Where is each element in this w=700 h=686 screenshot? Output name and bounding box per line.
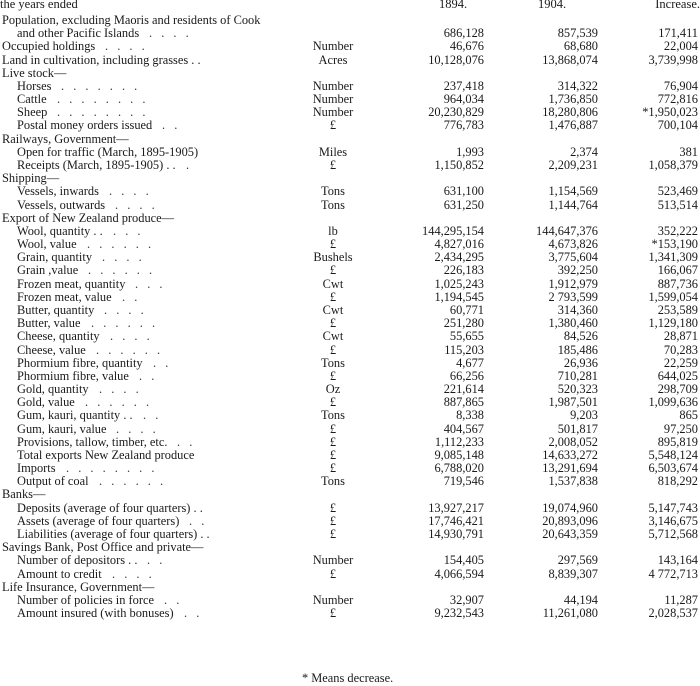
row-value-1904: 501,817	[557, 421, 598, 436]
table-row	[0, 40, 700, 53]
row-leader-dots: . .	[147, 553, 166, 568]
row-value-1904: 1,154,569	[548, 184, 598, 199]
row-label: Number of depositors . .	[17, 553, 138, 568]
row-value-increase: 166,067	[657, 263, 698, 278]
row-label: Butter, quantity	[17, 302, 95, 317]
table-row	[0, 541, 700, 554]
table-row	[0, 251, 700, 264]
row-value-increase: 298,709	[657, 382, 698, 397]
row-value-1894: 9,232,543	[434, 606, 484, 621]
row-label: Sheep	[17, 105, 48, 120]
row-leader-dots: . . . .	[110, 329, 153, 344]
row-label: Deposits (average of four quarters) . .	[17, 500, 203, 515]
table-row	[0, 475, 700, 488]
row-leader-dots: . . . .	[149, 26, 192, 41]
row-unit: Tons	[321, 184, 345, 199]
row-label: Banks—	[2, 487, 46, 502]
row-label: Number of policies in force	[17, 592, 154, 607]
row-value-1904: 1,380,460	[548, 316, 598, 331]
row-value-1904: 14,633,272	[542, 447, 598, 462]
row-value-1904: 11,261,080	[542, 606, 598, 621]
row-leader-dots: . . .	[135, 276, 166, 291]
row-leader-dots: . . . .	[112, 566, 155, 581]
table-row	[0, 93, 700, 106]
row-value-1904: 9,203	[570, 408, 598, 423]
row-value-1904: 44,194	[563, 592, 598, 607]
row-value-1904: 1,912,979	[548, 276, 598, 291]
row-value-1894: 8,338	[456, 408, 484, 423]
row-label: Provisions, tallow, timber, etc.	[17, 434, 168, 449]
row-value-1894: 1,194,545	[434, 289, 484, 304]
table-row	[0, 27, 700, 40]
row-leader-dots: .	[186, 157, 193, 172]
row-value-increase: 513,514	[657, 197, 698, 212]
row-leader-dots: . . . . . .	[88, 263, 156, 278]
row-value-increase: 1,058,379	[648, 157, 698, 172]
row-unit: £	[329, 421, 337, 436]
table-row	[0, 383, 700, 396]
row-leader-dots: . . . .	[99, 382, 142, 397]
row-unit: Tons	[321, 197, 345, 212]
row-label: Shipping—	[2, 171, 60, 186]
row-value-1904: 4,673,826	[548, 237, 598, 252]
row-leader-dots: . . . . . . . .	[57, 92, 149, 107]
row-value-1894: 60,771	[449, 302, 484, 317]
row-label: Frozen meat, quantity	[17, 276, 126, 291]
header-1894: 1894.	[438, 0, 468, 11]
row-value-1904: 13,868,074	[542, 52, 598, 67]
row-value-increase: 6,503,674	[648, 461, 698, 476]
row-label: Cattle	[17, 92, 47, 107]
row-value-1894: 46,676	[449, 39, 484, 54]
row-value-increase: 818,292	[657, 474, 698, 489]
row-value-1894: 4,827,016	[434, 237, 484, 252]
row-leader-dots: . .	[164, 592, 183, 607]
row-value-increase: 644,025	[657, 368, 698, 383]
row-label: Frozen meat, value	[17, 289, 112, 304]
row-unit: £	[329, 500, 337, 515]
row-leader-dots: . . . . . .	[99, 474, 167, 489]
row-value-increase: 28,871	[663, 329, 698, 344]
row-label: Receipts (March, 1895-1905) . .	[17, 157, 176, 172]
table-row	[0, 212, 700, 225]
row-value-increase: 887,736	[657, 276, 698, 291]
row-unit: £	[329, 461, 337, 476]
table-row	[0, 304, 700, 317]
table-row	[0, 581, 700, 594]
table-row	[0, 449, 700, 462]
row-value-increase: 253,589	[657, 302, 698, 317]
footnote: * Means decrease.	[302, 671, 394, 685]
row-value-1894: 2,434,295	[434, 250, 484, 265]
row-label: Phormium fibre, quantity	[17, 355, 143, 370]
row-unit: £	[329, 263, 337, 278]
row-label: Life Insurance, Government—	[2, 579, 155, 594]
table-row	[0, 172, 700, 185]
table-row	[0, 423, 700, 436]
row-value-increase: 171,411	[658, 26, 698, 41]
row-label: Vessels, outwards	[17, 197, 106, 212]
row-value-increase: 1,129,180	[648, 316, 698, 331]
row-value-1904: 68,680	[563, 39, 598, 54]
row-unit: £	[329, 513, 337, 528]
row-value-increase: 2,028,537	[648, 606, 698, 621]
row-value-increase: 76,904	[663, 78, 698, 93]
row-unit: Cwt	[322, 302, 344, 317]
row-label: Cheese, value	[17, 342, 86, 357]
table-row	[0, 528, 700, 541]
row-value-1894: 221,614	[443, 382, 484, 397]
table-row	[0, 14, 700, 27]
row-value-1894: 226,183	[443, 263, 484, 278]
row-value-increase: 97,250	[663, 421, 698, 436]
row-value-1894: 719,546	[443, 474, 484, 489]
row-leader-dots: . .	[122, 289, 141, 304]
table-row	[0, 119, 700, 132]
row-value-1894: 964,034	[443, 92, 484, 107]
row-value-1904: 392,250	[557, 263, 598, 278]
row-value-1904: 1,987,501	[548, 395, 598, 410]
row-label: Wool, quantity . .	[17, 223, 103, 238]
row-leader-dots: . .	[189, 513, 208, 528]
row-value-increase: 1,099,636	[648, 395, 698, 410]
row-value-1894: 4,677	[456, 355, 484, 370]
row-value-1904: 26,936	[563, 355, 598, 370]
row-value-1904: 8,839,307	[548, 566, 598, 581]
row-value-1894: 1,150,852	[434, 157, 484, 172]
row-leader-dots: . .	[153, 355, 172, 370]
row-value-1894: 20,230,829	[428, 105, 484, 120]
row-value-increase: 5,147,743	[648, 500, 698, 515]
table-header	[0, 0, 700, 11]
row-value-increase: 865	[679, 408, 698, 423]
row-leader-dots: . .	[184, 606, 203, 621]
row-leader-dots: . . . .	[115, 197, 158, 212]
row-value-1904: 2,209,231	[548, 157, 598, 172]
row-value-1904: 857,539	[557, 26, 598, 41]
row-value-1894: 55,655	[449, 329, 484, 344]
row-unit: Number	[312, 78, 354, 93]
row-value-1894: 9,085,148	[434, 447, 484, 462]
table-row	[0, 317, 700, 330]
row-unit: £	[329, 237, 337, 252]
table-row	[0, 344, 700, 357]
row-value-1894: 1,112,233	[434, 434, 484, 449]
table-row	[0, 330, 700, 343]
table-row	[0, 554, 700, 567]
row-label: Gum, kauri, value	[17, 421, 107, 436]
row-label: Savings Bank, Post Office and private—	[2, 540, 204, 555]
table-row	[0, 291, 700, 304]
row-value-1904: 314,322	[557, 78, 598, 93]
row-value-1894: 1,025,243	[434, 276, 484, 291]
table-row	[0, 515, 700, 528]
row-leader-dots: . . . . . .	[85, 395, 153, 410]
row-value-1904: 144,647,376	[536, 223, 598, 238]
row-value-1904: 314,360	[557, 302, 598, 317]
row-value-1904: 2,374	[570, 144, 598, 159]
table-row	[0, 409, 700, 422]
row-unit: £	[329, 566, 337, 581]
row-value-1894: 404,567	[443, 421, 484, 436]
row-label: Live stock—	[2, 65, 67, 80]
row-value-1904: 185,486	[557, 342, 598, 357]
row-value-1894: 237,418	[443, 78, 484, 93]
row-value-increase: 700,104	[657, 118, 698, 133]
row-unit: £	[329, 118, 337, 133]
table-row	[0, 278, 700, 291]
row-label: Gold, quantity	[17, 382, 89, 397]
row-value-1904: 1,144,764	[548, 197, 598, 212]
row-label: Imports	[17, 461, 56, 476]
row-label: Open for traffic (March, 1895-1905)	[17, 144, 199, 159]
row-label: Vessels, inwards	[17, 184, 99, 199]
row-leader-dots: . . . .	[109, 184, 152, 199]
row-unit: Tons	[321, 408, 345, 423]
row-label: Amount to credit	[17, 566, 102, 581]
row-value-increase: 5,712,568	[648, 527, 698, 542]
row-value-1904: 1,476,887	[548, 118, 598, 133]
row-label: Total exports New Zealand produce	[17, 447, 195, 462]
row-value-increase: 143,164	[657, 553, 698, 568]
table-row	[0, 67, 700, 80]
row-value-increase: 352,222	[657, 223, 698, 238]
row-unit: Bushels	[313, 250, 353, 265]
row-value-increase: *153,190	[651, 237, 698, 252]
row-value-1894: 6,788,020	[434, 461, 484, 476]
row-value-1904: 20,893,096	[542, 513, 598, 528]
row-value-increase: 3,146,675	[648, 513, 698, 528]
row-unit: Number	[312, 592, 354, 607]
row-unit: Oz	[325, 382, 341, 397]
row-label: Grain, quantity	[17, 250, 93, 265]
row-value-increase: 772,816	[657, 92, 698, 107]
row-value-increase: 3,739,998	[648, 52, 698, 67]
row-value-1894: 251,280	[443, 316, 484, 331]
table-row	[0, 462, 700, 475]
row-value-1894: 32,907	[449, 592, 484, 607]
row-value-increase: *1,950,023	[642, 105, 698, 120]
row-label: Liabilities (average of four quarters) . .	[17, 527, 210, 542]
row-unit: Number	[312, 105, 354, 120]
row-leader-dots: . . . . . .	[96, 342, 164, 357]
table-row	[0, 199, 700, 212]
row-value-1894: 10,128,076	[428, 52, 484, 67]
row-leader-dots: . . . . . . . .	[66, 461, 158, 476]
row-leader-dots: . .	[177, 434, 196, 449]
table-row	[0, 146, 700, 159]
row-value-increase: 895,819	[657, 434, 698, 449]
header-1904: 1904.	[537, 0, 567, 11]
row-value-increase: 70,283	[663, 342, 698, 357]
row-label: and other Pacific Islands	[17, 26, 140, 41]
row-leader-dots: . .	[139, 368, 158, 383]
row-unit: Tons	[321, 474, 345, 489]
table-row	[0, 502, 700, 515]
row-value-increase: 22,259	[663, 355, 698, 370]
row-leader-dots: . . . .	[116, 421, 159, 436]
table-row	[0, 370, 700, 383]
row-value-1904: 710,281	[557, 368, 598, 383]
row-value-1904: 3,775,604	[548, 250, 598, 265]
table-row	[0, 594, 700, 607]
table-row	[0, 238, 700, 251]
row-leader-dots: . . . .	[105, 39, 148, 54]
row-value-1904: 2 793,599	[548, 289, 598, 304]
row-unit: Cwt	[322, 329, 344, 344]
row-value-1894: 631,100	[443, 184, 484, 199]
row-value-1904: 18,280,806	[542, 105, 598, 120]
row-unit: £	[329, 342, 337, 357]
row-label: Occupied holdings	[2, 39, 96, 54]
row-unit: £	[329, 395, 337, 410]
row-label: Grain ,value	[17, 263, 79, 278]
row-value-1904: 520,323	[557, 382, 598, 397]
row-unit: £	[329, 447, 337, 462]
table-row	[0, 436, 700, 449]
row-leader-dots: . . . . . .	[87, 237, 155, 252]
row-unit: Cwt	[322, 276, 344, 291]
row-label: Railways, Government—	[2, 131, 129, 146]
row-unit: £	[329, 368, 337, 383]
row-leader-dots: . . . . . .	[91, 316, 159, 331]
header-increase: Increase.	[655, 0, 700, 11]
row-unit: Number	[312, 553, 354, 568]
row-label: Horses	[17, 78, 52, 93]
row-unit: Acres	[318, 52, 348, 67]
table-row	[0, 106, 700, 119]
row-value-increase: 5,548,124	[648, 447, 698, 462]
row-value-1894: 13,927,217	[428, 500, 484, 515]
header-caption: the years ended	[0, 0, 78, 11]
table-row	[0, 80, 700, 93]
row-value-1894: 631,250	[443, 197, 484, 212]
row-value-1894: 14,930,791	[428, 527, 484, 542]
row-value-1894: 1,993	[456, 144, 484, 159]
row-value-1894: 115,203	[444, 342, 484, 357]
row-leader-dots: . . . .	[102, 250, 145, 265]
table-row	[0, 133, 700, 146]
row-value-increase: 11,287	[664, 592, 698, 607]
row-value-1894: 776,783	[443, 118, 484, 133]
table-row	[0, 357, 700, 370]
row-value-increase: 4 772,713	[648, 566, 698, 581]
row-value-1904: 19,074,960	[542, 500, 598, 515]
row-value-1894: 4,066,594	[434, 566, 484, 581]
table-row	[0, 185, 700, 198]
row-label: Land in cultivation, including grasses . .	[2, 52, 201, 67]
row-label: Butter, value	[17, 316, 81, 331]
row-label: Phormium fibre, value	[17, 368, 129, 383]
row-label: Population, excluding Maoris and residents of Cook	[2, 13, 261, 27]
row-value-1904: 297,569	[557, 553, 598, 568]
row-value-1894: 66,256	[449, 368, 484, 383]
row-unit: Number	[312, 39, 354, 54]
table-row	[0, 568, 700, 581]
row-value-1894: 17,746,421	[428, 513, 484, 528]
row-value-increase: 381	[679, 144, 698, 159]
row-value-1894: 686,128	[443, 26, 484, 41]
table-row	[0, 159, 700, 172]
row-unit: Miles	[318, 144, 348, 159]
row-value-increase: 523,469	[657, 184, 698, 199]
row-value-1904: 20,643,359	[542, 527, 598, 542]
row-value-1894: 154,405	[443, 553, 484, 568]
table-row	[0, 396, 700, 409]
row-label: Amount insured (with bonuses)	[17, 606, 174, 621]
row-value-increase: 1,599,054	[648, 289, 698, 304]
row-value-increase: 1,341,309	[648, 250, 698, 265]
row-value-1904: 1,537,838	[548, 474, 598, 489]
row-value-1904: 1,736,850	[548, 92, 598, 107]
row-value-1904: 2,008,052	[548, 434, 598, 449]
row-leader-dots: . . .	[113, 223, 144, 238]
row-leader-dots: . .	[143, 408, 162, 423]
row-leader-dots: . . . . . . . .	[57, 105, 149, 120]
row-unit: £	[329, 527, 337, 542]
row-label: Gum, kauri, quantity . .	[17, 408, 133, 423]
row-unit: £	[329, 157, 337, 172]
row-label: Wool, value	[17, 237, 77, 252]
table-row	[0, 54, 700, 67]
row-value-1904: 84,526	[563, 329, 598, 344]
row-unit: £	[329, 289, 337, 304]
row-value-increase: 22,004	[663, 39, 698, 54]
row-label: Assets (average of four quarters)	[17, 513, 180, 528]
row-unit: £	[329, 606, 337, 621]
row-value-1904: 13,291,694	[542, 461, 598, 476]
row-label: Cheese, quantity	[17, 329, 100, 344]
row-leader-dots: . . . . . . .	[61, 78, 141, 93]
row-value-1894: 887,865	[443, 395, 484, 410]
row-unit: Number	[312, 92, 354, 107]
row-label: Postal money orders issued	[17, 118, 153, 133]
row-unit: £	[329, 316, 337, 331]
row-label: Gold, value	[17, 395, 75, 410]
row-leader-dots: . . . .	[104, 302, 147, 317]
row-label: Export of New Zealand produce—	[2, 210, 175, 225]
table-row	[0, 488, 700, 501]
table-row	[0, 225, 700, 238]
table-row	[0, 264, 700, 277]
row-unit: lb	[328, 223, 338, 238]
row-unit: Tons	[321, 355, 345, 370]
row-unit: £	[329, 434, 337, 449]
row-value-1894: 144,295,154	[422, 223, 484, 238]
row-label: Output of coal	[17, 474, 89, 489]
table-row	[0, 607, 700, 620]
row-leader-dots: . .	[162, 118, 181, 133]
